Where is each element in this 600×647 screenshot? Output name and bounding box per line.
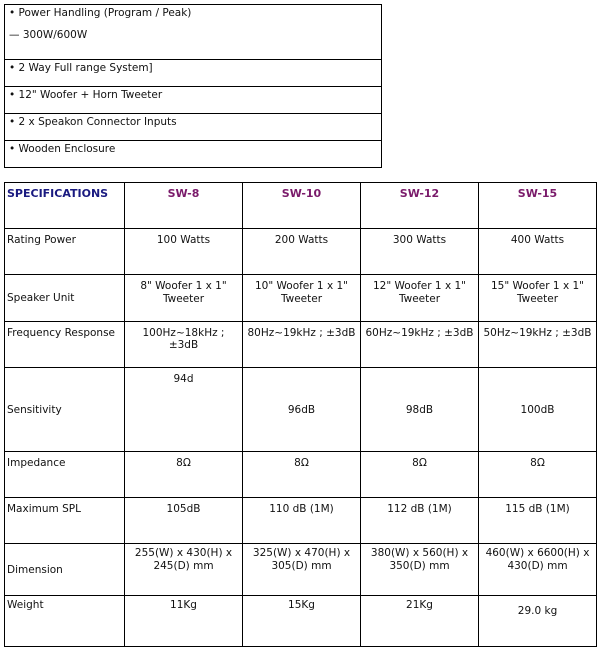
table-row bbox=[5, 544, 597, 596]
dimension-line: 380(W) x 560(H) x bbox=[370, 547, 469, 559]
features-box bbox=[4, 4, 382, 168]
row-label-weight: Weight bbox=[5, 596, 125, 647]
rating-power-sw-8: 100 Watts bbox=[125, 229, 243, 275]
impedance-sw-12: 8Ω bbox=[361, 452, 479, 498]
speaker-unit-line: Tweeter bbox=[280, 293, 323, 305]
maximum-spl-sw-15: 115 dB (1M) bbox=[479, 498, 597, 544]
speaker-unit-line: 10" Woofer 1 x 1" bbox=[254, 280, 349, 292]
weight-sw-10: 15Kg bbox=[243, 596, 361, 647]
frequency-response-sw-15: 50Hz~19kHz ; ±3dB bbox=[479, 322, 597, 368]
impedance-sw-10: 8Ω bbox=[243, 452, 361, 498]
sensitivity-sw-15: 100dB bbox=[479, 368, 597, 452]
speaker-unit-line: Tweeter bbox=[516, 293, 559, 305]
speaker-unit-sw-8 bbox=[125, 275, 243, 322]
model-sw-10: SW-10 bbox=[243, 183, 361, 229]
maximum-spl-sw-12: 112 dB (1M) bbox=[361, 498, 479, 544]
speaker-unit-sw-12 bbox=[361, 275, 479, 322]
speaker-unit-sw-10 bbox=[243, 275, 361, 322]
power-handling-value: — 300W/600W bbox=[9, 29, 88, 41]
weight-sw-15: 29.0 kg bbox=[479, 596, 597, 647]
speaker-unit-line: Tweeter bbox=[398, 293, 441, 305]
impedance-sw-15: 8Ω bbox=[479, 452, 597, 498]
model-sw-8: SW-8 bbox=[125, 183, 243, 229]
model-sw-12: SW-12 bbox=[361, 183, 479, 229]
row-label-speaker-unit: Speaker Unit bbox=[5, 275, 125, 322]
speaker-unit-sw-15 bbox=[479, 275, 597, 322]
table-row bbox=[5, 275, 597, 322]
rating-power-sw-10: 200 Watts bbox=[243, 229, 361, 275]
table-row bbox=[5, 452, 597, 498]
feature-drivers: • 12" Woofer + Horn Tweeter bbox=[5, 87, 382, 114]
feature-system: • 2 Way Full range System] bbox=[5, 60, 382, 87]
specifications-table bbox=[4, 182, 597, 647]
table-row bbox=[5, 596, 597, 647]
speaker-unit-line: Tweeter bbox=[162, 293, 205, 305]
table-row bbox=[5, 229, 597, 275]
dimension-line: 350(D) mm bbox=[389, 560, 450, 572]
power-handling-label: • Power Handling (Program / Peak) bbox=[9, 7, 192, 19]
dimension-line: 460(W) x 6600(H) x bbox=[485, 547, 590, 559]
rating-power-sw-15: 400 Watts bbox=[479, 229, 597, 275]
speaker-unit-line: 15" Woofer 1 x 1" bbox=[490, 280, 585, 292]
frequency-response-sw-10: 80Hz~19kHz ; ±3dB bbox=[243, 322, 361, 368]
speaker-unit-line: 12" Woofer 1 x 1" bbox=[372, 280, 467, 292]
impedance-sw-8: 8Ω bbox=[125, 452, 243, 498]
table-row bbox=[5, 322, 597, 368]
maximum-spl-sw-8: 105dB bbox=[125, 498, 243, 544]
model-sw-15: SW-15 bbox=[479, 183, 597, 229]
frequency-response-sw-12: 60Hz~19kHz ; ±3dB bbox=[361, 322, 479, 368]
row-label-maximum-spl: Maximum SPL bbox=[5, 498, 125, 544]
speaker-unit-line: 8" Woofer 1 x 1" bbox=[140, 280, 227, 292]
dimension-sw-10 bbox=[243, 544, 361, 596]
table-row bbox=[5, 498, 597, 544]
row-label-rating-power: Rating Power bbox=[5, 229, 125, 275]
dimension-sw-15 bbox=[479, 544, 597, 596]
rating-power-sw-12: 300 Watts bbox=[361, 229, 479, 275]
spec-header: SPECIFICATIONS bbox=[5, 183, 125, 229]
dimension-line: 255(W) x 430(H) x bbox=[134, 547, 233, 559]
weight-sw-8: 11Kg bbox=[125, 596, 243, 647]
sensitivity-sw-12: 98dB bbox=[361, 368, 479, 452]
row-label-frequency-response: Frequency Response bbox=[5, 322, 125, 368]
feature-power-handling bbox=[5, 5, 382, 60]
dimension-line: 305(D) mm bbox=[271, 560, 332, 572]
row-label-dimension: Dimension bbox=[5, 544, 125, 596]
table-row bbox=[5, 368, 597, 452]
feature-enclosure: • Wooden Enclosure bbox=[5, 141, 382, 168]
maximum-spl-sw-10: 110 dB (1M) bbox=[243, 498, 361, 544]
dimension-sw-8 bbox=[125, 544, 243, 596]
row-label-impedance: Impedance bbox=[5, 452, 125, 498]
feature-connectors: • 2 x Speakon Connector Inputs bbox=[5, 114, 382, 141]
row-label-sensitivity: Sensitivity bbox=[5, 368, 125, 452]
dimension-line: 430(D) mm bbox=[507, 560, 568, 572]
sensitivity-sw-8: 94d bbox=[125, 368, 243, 452]
frequency-response-sw-8: 100Hz~18kHz ; ±3dB bbox=[125, 322, 243, 368]
weight-sw-12: 21Kg bbox=[361, 596, 479, 647]
dimension-sw-12 bbox=[361, 544, 479, 596]
dimension-line: 325(W) x 470(H) x bbox=[252, 547, 351, 559]
sensitivity-sw-10: 96dB bbox=[243, 368, 361, 452]
dimension-line: 245(D) mm bbox=[153, 560, 214, 572]
